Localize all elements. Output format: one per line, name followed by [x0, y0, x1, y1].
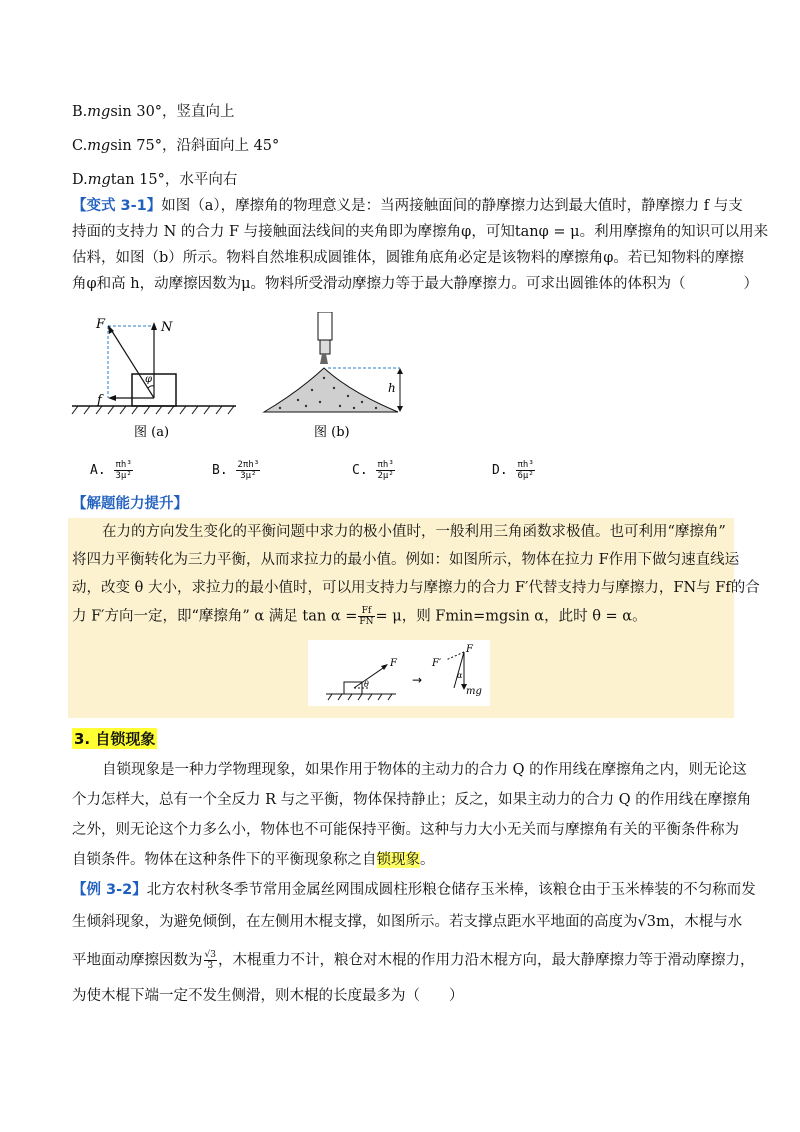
caption-a: 图 (a): [134, 425, 170, 440]
label-h: h: [388, 381, 396, 395]
ability-line-2: 将四力平衡转化为三力平衡，从而求拉力的最小值。例如：如图所示，物体在拉力 F作用下做匀速直线运: [72, 552, 740, 568]
caption-b: 图 (b): [314, 425, 350, 440]
label-Fp: F′: [432, 658, 442, 669]
option-c: C.mgsin 75°，沿斜面向上 45°: [72, 138, 280, 154]
ability-heading: 【解题能力提升】: [72, 496, 188, 512]
label-alpha: α: [457, 671, 463, 680]
variant-line-2: 持面的支持力 N 的合力 F 与接触面法线间的夹角即为摩擦角φ，可知tanφ = μ。利用摩擦角的知识可以用来: [72, 224, 769, 240]
label-mg: mg: [466, 686, 482, 697]
figure-c: [308, 640, 490, 706]
choice-a[interactable]: A. $\frac{\text{πh³}}{\text{3μ²}}$: [90, 460, 132, 481]
selflock-line-1: 自锁现象是一种力学物理现象，如果作用于物体的主动力的合力 Q 的作用线在摩擦角之内，则无论这: [102, 762, 747, 778]
choice-c[interactable]: C. $\frac{\text{πh³}}{\text{2μ²}}$: [352, 460, 394, 481]
selflock-line-3: 之外，则无论这个力多么小，物体也不可能保持平衡。这种与力大小无关而与摩擦角有关的平衡条件称为: [72, 822, 739, 838]
label-F-c: F: [390, 658, 397, 669]
choice-d[interactable]: D. $\frac{\text{πh³}}{\text{6μ²}}$: [492, 460, 534, 481]
variant-line-1: 【变式 3-1】如图（a），摩擦角的物理意义是：当两接触面间的静摩擦力达到最大值时，静摩擦力 f 与支: [72, 198, 743, 214]
ability-line-4: 力 F′方向一定，即“摩擦角” α 满足 tan α = $\frac{Ff}{FN}$ = μ，则 Fmin=mgsin α，此时 θ = α。: [72, 606, 647, 627]
example-line-1: 【例 3-2】北方农村秋冬季节常用金属丝网围成圆柱形粮仓储存玉米棒，该粮仓由于玉米棒装的不匀称而发: [72, 882, 756, 898]
label-f: f: [97, 393, 102, 408]
example-line-2: 生倾斜现象，为避免倾倒，在左侧用木棍支撑，如图所示。若支撑点距水平地面的高度为√3m，木棍与水: [72, 914, 743, 930]
example-tag: 【例 3-2】: [72, 882, 147, 898]
figure-b: [258, 312, 418, 444]
section-3-title: 3. 自锁现象: [74, 730, 156, 748]
variant-line-3: 估料，如图（b）所示。物料自然堆积成圆锥体，圆锥角底角必定是该物料的摩擦角φ。若已知物料的摩擦: [72, 250, 744, 266]
figure-a: [68, 312, 240, 444]
label-theta: θ: [364, 680, 369, 689]
selflock-line-2: 个力怎样大，总有一个全反力 R 与之平衡，物体保持静止；反之，如果主动力的合力 Q 的作用线在摩擦角: [72, 792, 752, 808]
option-d: D.mgtan 15°，水平向右: [72, 172, 238, 188]
option-b: B.mgsin 30°，竖直向上: [72, 104, 235, 120]
selflock-line-4: 自锁条件。物体在这种条件下的平衡现象称之自锁现象。: [72, 852, 435, 868]
label-phi: φ: [145, 374, 153, 385]
arrow-icon: →: [412, 673, 423, 687]
label-F2: F: [466, 644, 473, 655]
label-F: F: [96, 317, 106, 332]
label-N: N: [161, 320, 173, 335]
ability-line-1: 在力的方向发生变化的平衡问题中求力的极小值时，一般利用三角函数求极值。也可利用“摩擦角”: [102, 524, 726, 540]
variant-line-4: 角φ和高 h，动摩擦因数为μ。物料所受滑动摩擦力等于最大静摩擦力。可求出圆锥体的体积为（ ）: [72, 276, 759, 292]
example-line-3: 平地面动摩擦因数为 $\frac{√3}{3}$ ，木棍重力不计，粮仓对木棍的作用力沿木棍方向，最大静摩擦力等于滑动摩擦力，: [72, 950, 755, 971]
choice-b[interactable]: B. $\frac{\text{2πh³}}{\text{3μ²}}$: [212, 460, 260, 481]
variant-tag: 【变式 3-1】: [72, 198, 162, 214]
example-line-4: 为使木棍下端一定不发生侧滑，则木棍的长度最多为（ ）: [72, 988, 464, 1004]
ability-line-3: 动，改变 θ 大小，求拉力的最小值时，可以用支持力与摩擦力的合力 F′代替支持力与摩擦力，FN与 Ff的合: [72, 580, 760, 596]
